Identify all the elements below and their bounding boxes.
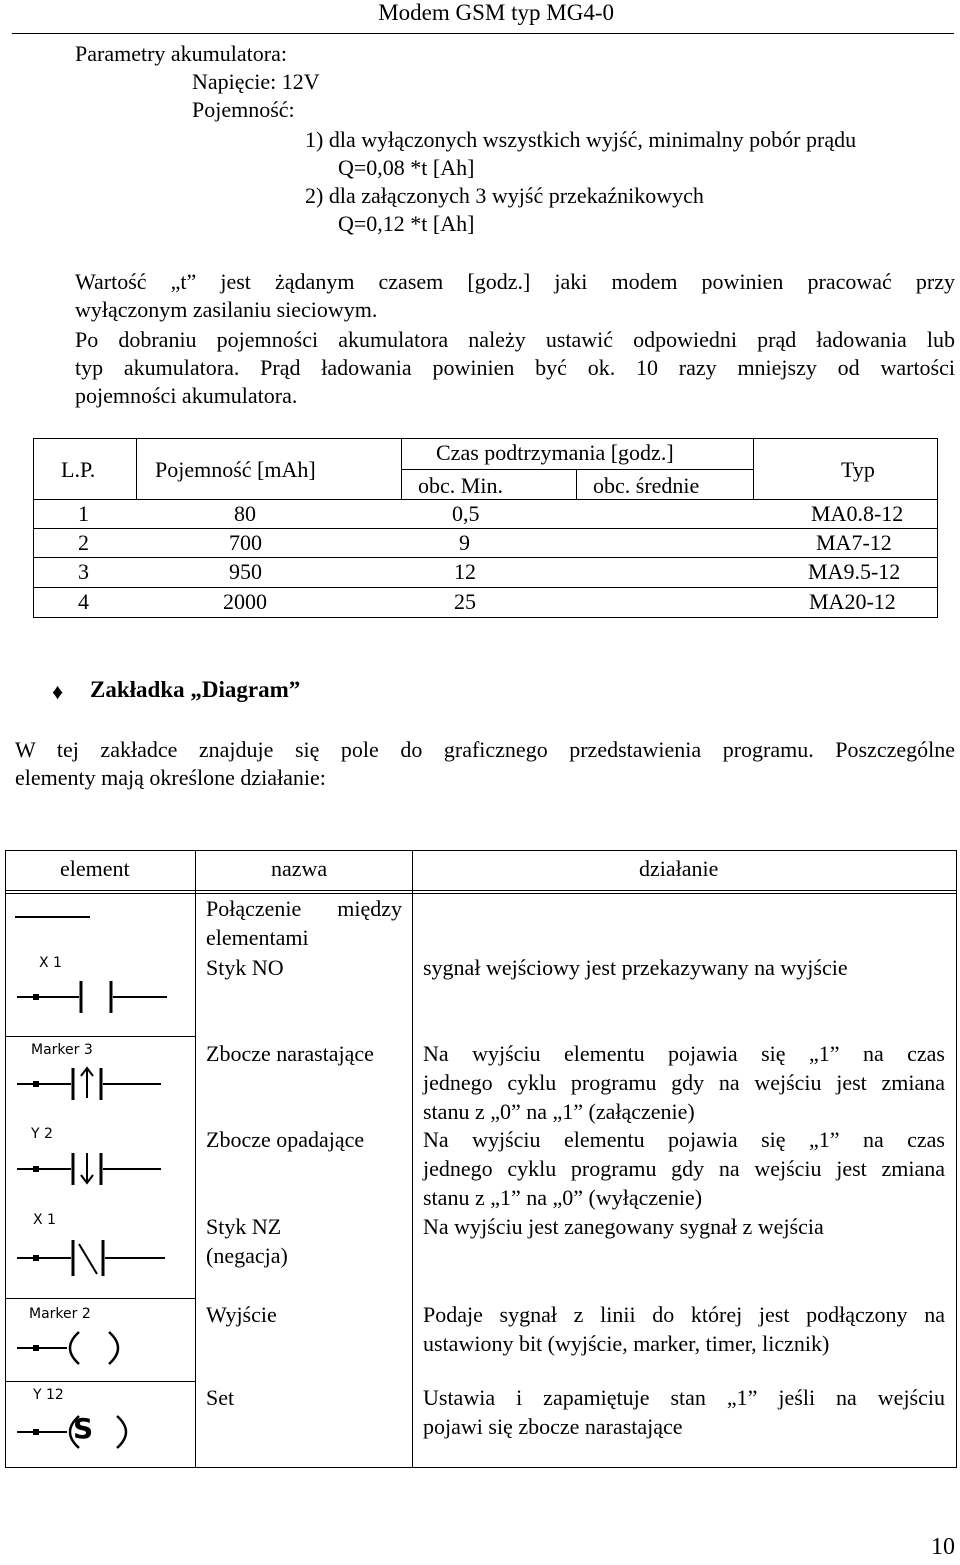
falling-edge-icon — [17, 1147, 177, 1191]
element-action: stanu z „1” na „0” (wyłączenie) — [423, 1185, 703, 1210]
cell-type: MA9.5-12 — [808, 559, 901, 584]
element-name: (negacja) — [206, 1243, 288, 1268]
element-action: stanu z „0” na „1” (załączenie) — [423, 1099, 695, 1124]
header-rule — [12, 33, 954, 34]
element-action: pojawi się zbocze narastające — [423, 1414, 683, 1439]
cell-lp: 4 — [78, 589, 89, 614]
capacity-formula-2: Q=0,12 *t [Ah] — [338, 211, 475, 236]
cell-time: 0,5 — [452, 501, 480, 526]
battery-capacity-label: Pojemność: — [192, 97, 295, 122]
element-name: Styk NO — [206, 955, 284, 980]
element-label: Y 2 — [31, 1126, 53, 1142]
element-action: sygnał wejściowy jest przekazywany na wyjście — [423, 955, 848, 980]
th-action: działanie — [639, 856, 719, 881]
element-name: Styk NZ — [206, 1214, 282, 1239]
th-element: element — [60, 856, 130, 881]
cell-lp: 3 — [78, 559, 89, 584]
bullet-diamond-icon: ♦ — [52, 679, 64, 704]
element-name: elementami — [206, 925, 309, 950]
capacity-item-1: 1) dla wyłączonych wszystkich wyjść, minimalny pobór prądu — [305, 127, 857, 152]
cell-capacity: 80 — [234, 501, 256, 526]
element-label: X 1 — [39, 955, 62, 971]
element-name: Set — [206, 1385, 235, 1410]
element-label: Y 12 — [33, 1387, 64, 1403]
battery-table — [33, 438, 938, 618]
cell-type: MA0.8-12 — [811, 501, 904, 526]
cell-capacity: 950 — [229, 559, 262, 584]
cell-type: MA7-12 — [816, 530, 892, 555]
element-action: Na wyjściu jest zanegowany sygnał z wejścia — [423, 1214, 824, 1239]
cell-capacity: 2000 — [223, 589, 267, 614]
th-type: Typ — [841, 457, 875, 482]
th-lp: L.P. — [61, 457, 96, 482]
cell-type: MA20-12 — [809, 589, 896, 614]
paragraph-line: typ akumulatora. Prąd ładowania powinien być ok. 10 razy mniejszy od wartości — [75, 355, 955, 380]
connection-line-icon — [15, 916, 90, 918]
element-action: jednego cyklu programu gdy na wejściu jest zmiana — [423, 1156, 945, 1181]
paragraph-line: Wartość „t” jest żądanym czasem [godz.] jaki modem powinien pracować przy — [75, 269, 955, 294]
cell-capacity: 700 — [229, 530, 262, 555]
element-action: Na wyjściu elementu pojawia się „1” na czas — [423, 1127, 945, 1152]
battery-heading: Parametry akumulatora: — [75, 41, 287, 66]
paragraph-line: pojemności akumulatora. — [75, 383, 298, 408]
section-intro-line: W tej zakładce znajduje się pole do graficznego przedstawienia programu. Poszczególne — [15, 737, 955, 762]
element-label: Marker 2 — [29, 1306, 91, 1322]
element-name: Zbocze narastające — [206, 1041, 374, 1066]
cell-time: 12 — [454, 559, 476, 584]
set-coil-icon — [17, 1408, 177, 1458]
output-coil-icon — [17, 1324, 177, 1374]
element-name: Zbocze opadające — [206, 1127, 365, 1152]
th-time-min: obc. Min. — [418, 473, 503, 498]
document-header-title: Modem GSM typ MG4-0 — [378, 0, 614, 25]
paragraph-line: wyłączonym zasilaniu sieciowym. — [75, 297, 378, 322]
cell-time: 9 — [459, 530, 470, 555]
element-action: Ustawia i zapamiętuje stan „1” jeśli na wejściu — [423, 1385, 945, 1410]
section-intro-line: elementy mają określone działanie: — [15, 765, 326, 790]
th-capacity: Pojemność [mAh] — [155, 457, 316, 482]
contact-nc-icon — [17, 1236, 177, 1280]
capacity-formula-1: Q=0,08 *t [Ah] — [338, 155, 475, 180]
element-name: Wyjście — [206, 1302, 277, 1327]
cell-lp: 1 — [78, 501, 89, 526]
contact-no-icon — [17, 975, 177, 1019]
diagram-elements-table — [5, 850, 957, 1468]
section-heading: Zakładka „Diagram” — [90, 677, 301, 702]
page-number: 10 — [931, 1534, 955, 1560]
element-name: Połączenie między — [206, 896, 402, 921]
cell-lp: 2 — [78, 530, 89, 555]
battery-voltage: Napięcie: 12V — [192, 69, 320, 94]
element-action: Na wyjściu elementu pojawia się „1” na czas — [423, 1041, 945, 1066]
element-action: Podaje sygnał z linii do której jest podłączony na — [423, 1302, 945, 1327]
element-label: Marker 3 — [31, 1042, 93, 1058]
set-symbol-letter: S — [73, 1412, 94, 1445]
capacity-item-2: 2) dla załączonych 3 wyjść przekaźnikowych — [305, 183, 704, 208]
th-time: Czas podtrzymania [godz.] — [436, 440, 674, 465]
paragraph-line: Po dobraniu pojemności akumulatora należy ustawić odpowiedni prąd ładowania lub — [75, 327, 955, 352]
th-time-avg: obc. średnie — [593, 473, 700, 498]
rising-edge-icon — [17, 1062, 177, 1106]
cell-time: 25 — [454, 589, 476, 614]
element-action: jednego cyklu programu gdy na wejściu jest zmiana — [423, 1070, 945, 1095]
element-label: X 1 — [33, 1212, 56, 1228]
th-name: nazwa — [271, 856, 328, 881]
element-action: ustawiony bit (wyjście, marker, timer, licznik) — [423, 1331, 830, 1356]
